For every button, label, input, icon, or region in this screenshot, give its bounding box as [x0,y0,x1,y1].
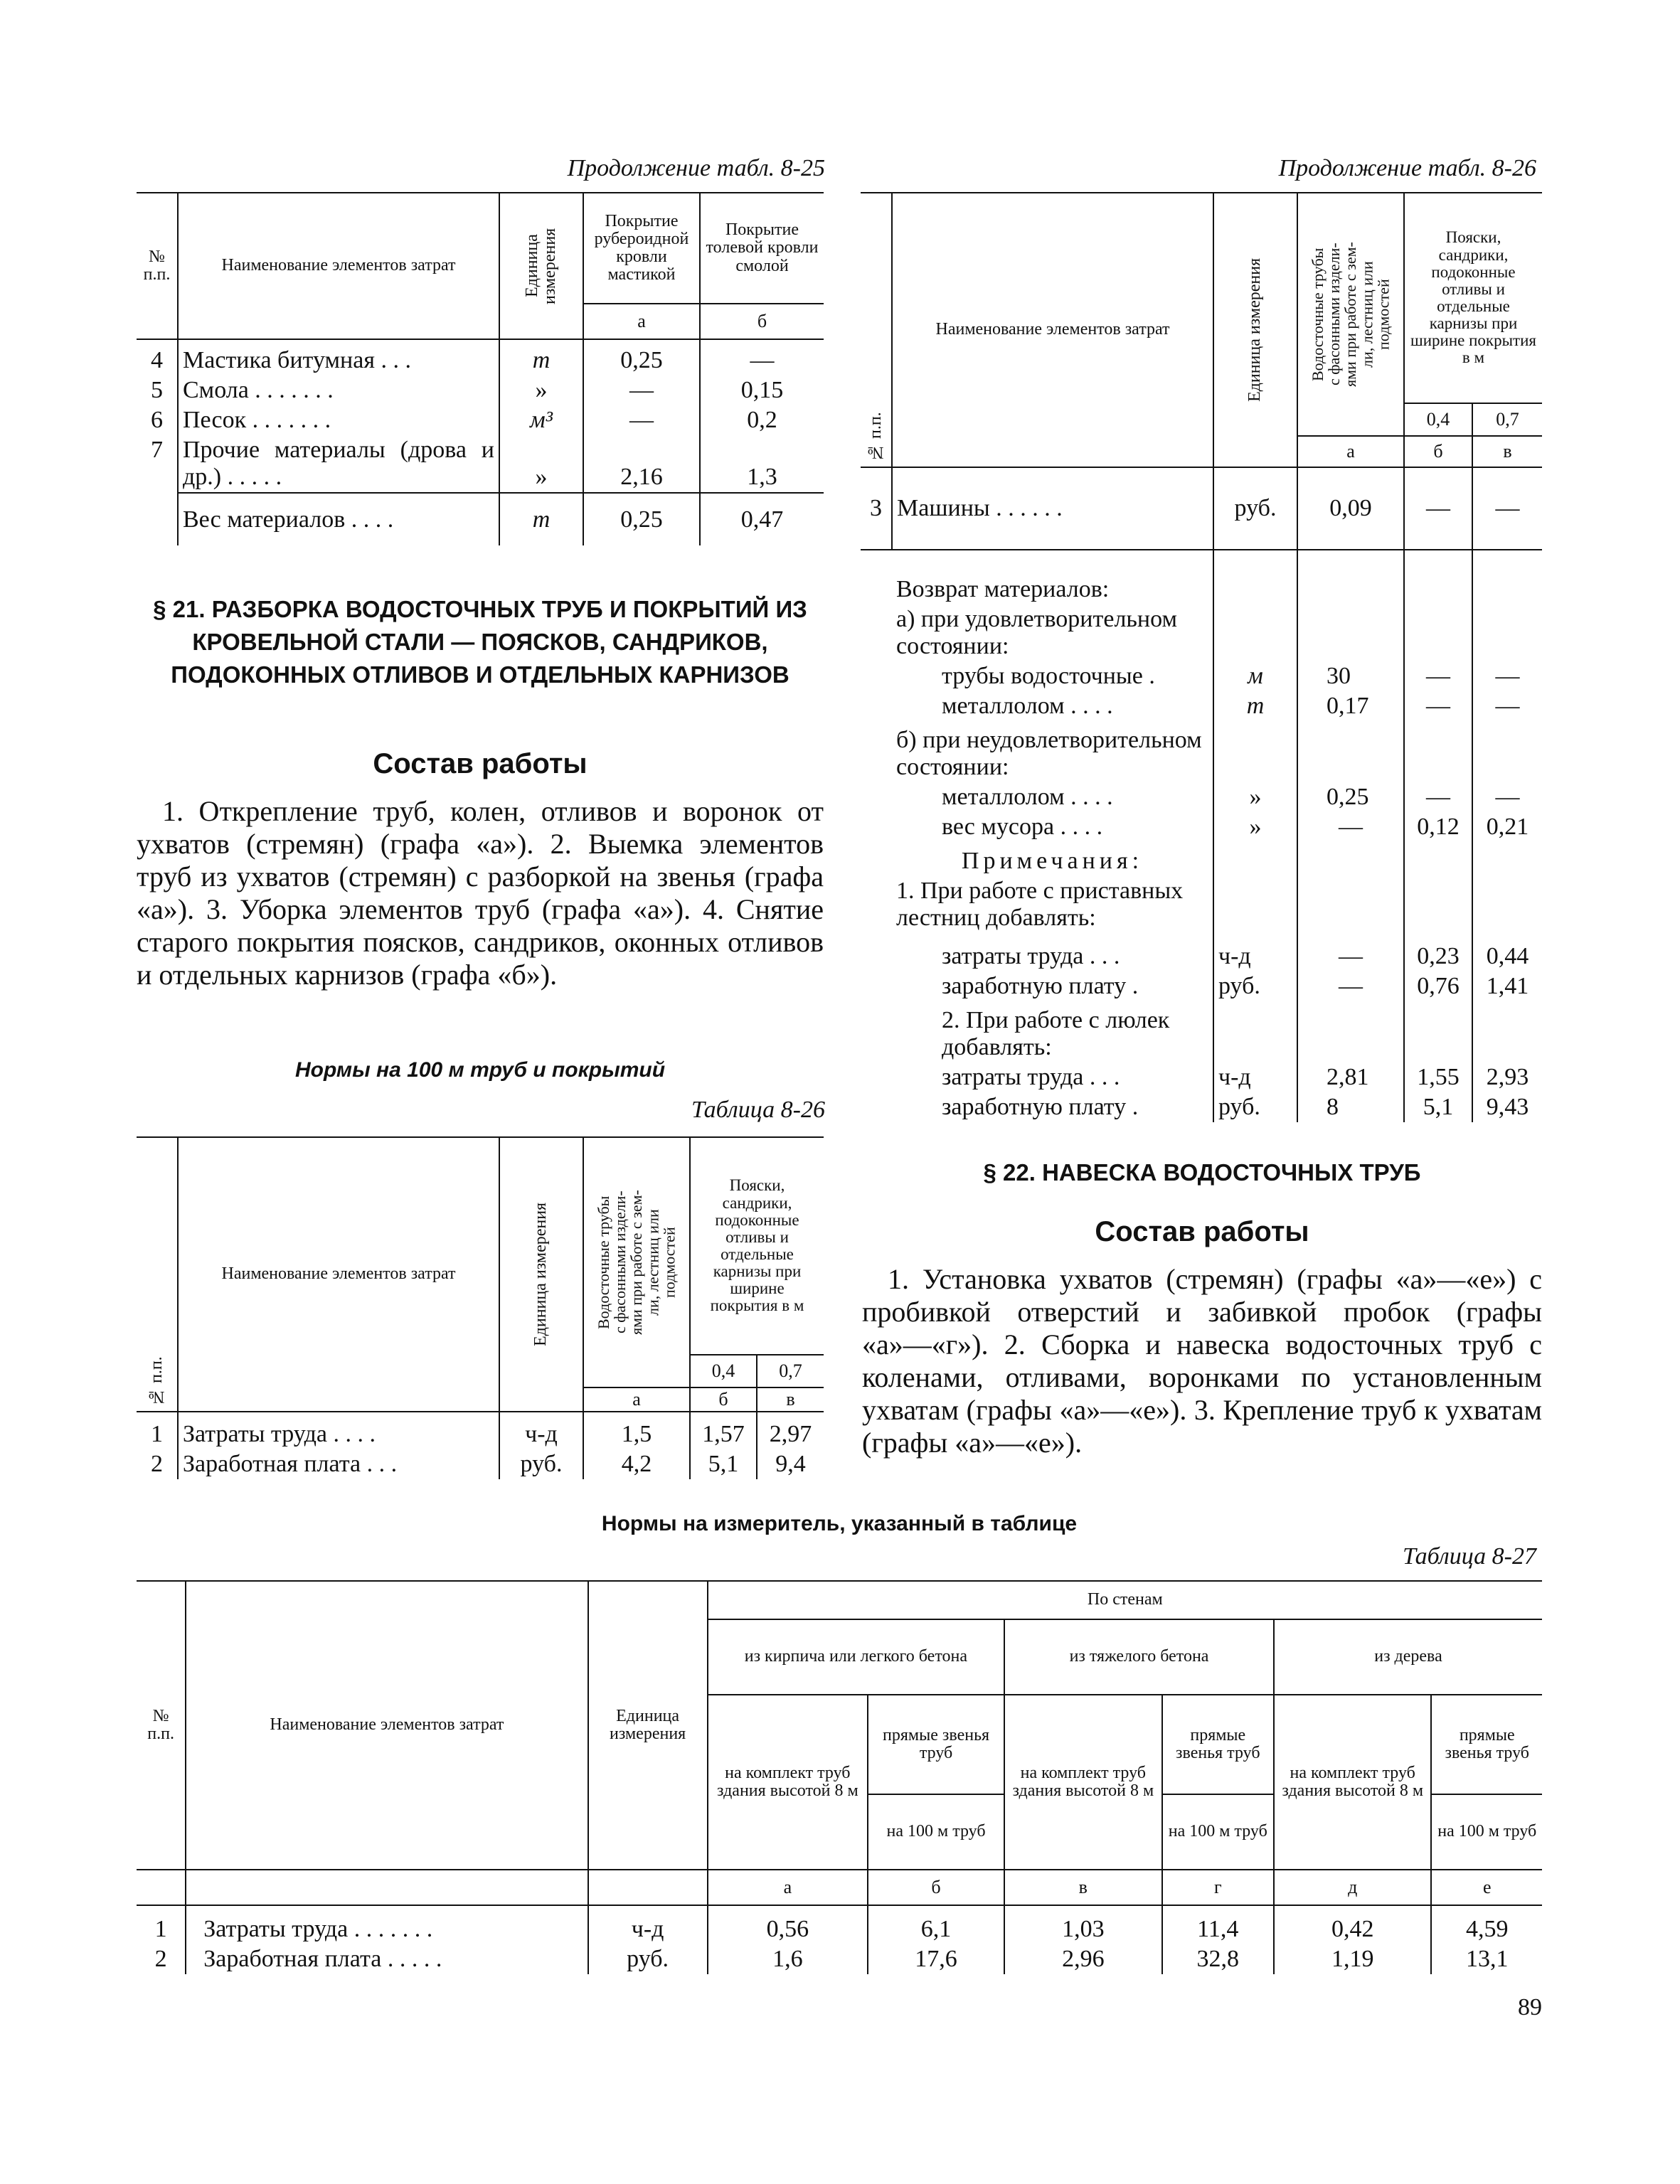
col-label-a: а [583,1387,690,1412]
header-name: Наименование элементов затрат [178,193,499,339]
header-100m-3: на 100 м труб [1431,1794,1542,1870]
col-label-b: б [868,1870,1004,1905]
table-825-caption: Продолжение табл. 8-25 [567,155,825,181]
width-07: 0,7 [757,1355,824,1387]
header-straight-3: прямые звенья труб [1431,1695,1542,1794]
table-row: 5 Смола . . . . . . . » — 0,15 [137,375,824,405]
width-04: 0,4 [690,1355,757,1387]
header-num: № п.п. [137,1581,186,1870]
table-827-caption: Таблица 8-27 [1403,1543,1536,1570]
table-826-cont-caption: Продолжение табл. 8-26 [1278,155,1536,181]
header-col-a: Водосточные трубы с фасонными издели- ями при работе с зем- ли, лестниц или подмостей [1297,193,1404,436]
header-name: Наименование элементов затрат [186,1581,588,1870]
section-21-subtitle: Состав работы [373,748,588,779]
table-total-row: Вес материалов . . . . т 0,25 0,47 [137,493,824,545]
table-row: металлолом . . . . т 0,17 — — [861,691,1542,721]
section-21-text: 1. Открепление труб, колен, отливов и воронок от ухватов (стремян) (графа «а»). 2. Выемка элементов труб из ухватов (стремян) с разборкой на звенья (графа «а»). 3. Уборка элементов труб (графа «а»). 4. Снятие старого покрытия поясков, сандриков, оконных отливов и отдельных карнизов (графа «б»). [137,795,824,991]
header-group-concrete: из тяжелого бетона [1004,1619,1274,1695]
header-unit: Единица измерения [499,193,583,339]
col-label-c: в [1472,436,1542,467]
header-group-wood: из дерева [1274,1619,1542,1695]
table-row: трубы водосточные . м 30 — — [861,661,1542,691]
table-row: 2 Заработная плата . . . . . руб. 1,6 17,6 2,96 32,8 1,19 13,1 [137,1944,1542,1974]
header-col-bc: Пояски, сандрики, подоконные отливы и отдельные карнизы при ширине покрытия в м [690,1137,824,1355]
header-col-a: Водосточные трубы с фасонными издели- ями при работе с зем- ли, лестниц или подмостей [583,1137,690,1387]
header-unit: Единица измерения [588,1581,708,1870]
header-walls: По стенам [708,1581,1542,1619]
header-100m-2: на 100 м труб [1162,1794,1274,1870]
table-8-27 [137,1580,1542,1974]
table-row: металлолом . . . . » 0,25 — — [861,782,1542,812]
col-label-b: б [700,304,824,339]
col-label-e: д [1274,1870,1432,1905]
table-row: 6 Песок . . . . . . . м³ — 0,2 [137,405,824,435]
col-label-c: в [1004,1870,1162,1905]
table-8-26 [137,1136,824,1479]
page-number: 89 [1518,1994,1542,2020]
header-set-1: на комплект труб здания высотой 8 м [708,1695,868,1870]
table-row: заработную плату . руб. — 0,76 1,41 [861,971,1542,1001]
table-row: 1 Затраты труда . . . . ч-д 1,5 1,57 2,97 [137,1412,824,1449]
col-label-c: в [757,1387,824,1412]
table-row: вес мусора . . . . » — 0,12 0,21 [861,812,1542,842]
section-22-text: 1. Установка ухватов (стремян) (графы «а»—«е») с пробивкой отверстий и забивкой пробок (графы «а»—«г»). 2. Сборка и навеска водосточных труб с коленами, отливами, воронками по установленным ухватам (графы «а»—«е»). 3. Крепление труб к ухватам (графы «а»—«е»). [862,1263,1542,1459]
header-straight-1: прямые звенья труб [868,1695,1004,1794]
header-num: № п.п. [137,1137,178,1412]
header-num: № п.п. [861,193,892,467]
header-group-brick: из кирпича или легкого бетона [708,1619,1004,1695]
table-row: затраты труда . . . ч-д 2,81 1,55 2,93 [861,1062,1542,1092]
table-8-25 [137,192,824,545]
section-21-title: § 21. РАЗБОРКА ВОДОСТОЧНЫХ ТРУБ И ПОКРЫТИЙ ИЗ КРОВЕЛЬНОЙ СТАЛИ — ПОЯСКОВ, САНДРИКОВ, ПОДОКОННЫХ ОТЛИВОВ И ОТДЕЛЬНЫХ КАРНИЗОВ [153,596,807,688]
section-22-subtitle: Состав работы [1095,1216,1309,1247]
table-row: 7 Прочие материалы (дрова и др.) . . . . . » 2,16 1,3 [137,435,824,493]
col-label-a: а [1297,436,1404,467]
table-row: 3 Машины . . . . . . руб. 0,09 — — [861,467,1542,550]
col-label-a: а [583,304,700,339]
header-straight-2: прямые звенья труб [1162,1695,1274,1794]
header-unit: Единица измерения [499,1137,583,1412]
header-col-b: Покрытие толевой кровли смолой [700,193,824,304]
header-name: Наименование элементов затрат [892,193,1213,467]
header-set-3: на комплект труб здания высотой 8 м [1274,1695,1432,1870]
col-label-b: б [1404,436,1472,467]
header-col-bc: Пояски, сандрики, подоконные отливы и отдельные карнизы при ширине покрытия в м [1404,193,1542,403]
col-label-d: г [1162,1870,1274,1905]
width-07: 0,7 [1472,403,1542,436]
header-col-a: Покрытие рубероидной кровли мастикой [583,193,700,304]
table-row: заработную плату . руб. 8 5,1 9,43 [861,1092,1542,1122]
header-name: Наименование элементов затрат [178,1137,499,1412]
header-unit: Единица измерения [1213,193,1297,467]
table-row: 4 Мастика битумная . . . т 0,25 — [137,339,824,375]
table-827-norms-title: Нормы на измеритель, указанный в таблице [601,1512,1078,1535]
col-label-b: б [690,1387,757,1412]
table-row: 2 Заработная плата . . . руб. 4,2 5,1 9,4 [137,1449,824,1479]
header-num: № п.п. [137,193,178,339]
header-100m-1: на 100 м труб [868,1794,1004,1870]
width-04: 0,4 [1404,403,1472,436]
col-label-a: а [708,1870,868,1905]
table-826-norms-title: Нормы на 100 м труб и покрытий [294,1058,666,1082]
header-set-2: на комплект труб здания высотой 8 м [1004,1695,1162,1870]
col-label-f: е [1431,1870,1542,1905]
table-row: затраты труда . . . ч-д — 0,23 0,44 [861,933,1542,971]
table-826-caption: Таблица 8-26 [691,1097,825,1123]
table-row: 1 Затраты труда . . . . . . . ч-д 0,56 6,1 1,03 11,4 0,42 4,59 [137,1905,1542,1944]
table-8-26-continued: № п.п. Наименование элементов затрат Единица измерения Водосточные трубы с фасонными издели- ями при работе с зем- ли, лестниц или подмостей Пояски, сандрики, подоконные отливы и отдельные карнизы при ширине покрытия в м 0,4 0,7 а б в 3 Машины . . . . . . руб. 0,09 — — Возврат материалов: а) при удовлетворительном состоянии: трубы водосточные . м 30 — — металлолом . . . . т 0,17 — — б) при неудовлетворительном состоянии: металлолом . . . . » 0,25 — — вес мусора . . . . » — 0,12 0,21 Примечания: 1. При работе с приставных лестниц добавлять: затраты труда . . . ч-д — 0,23 0,44 заработную плату . руб. — 0,76 1,41 2. При работе с люлек добавлять: затраты труда . . . ч-д 2,81 1,55 2,93 заработную плату . руб. 8 5,1 9,43 [861,192,1542,1122]
section-22-title: § 22. НАВЕСКА ВОДОСТОЧНЫХ ТРУБ [983,1159,1421,1186]
